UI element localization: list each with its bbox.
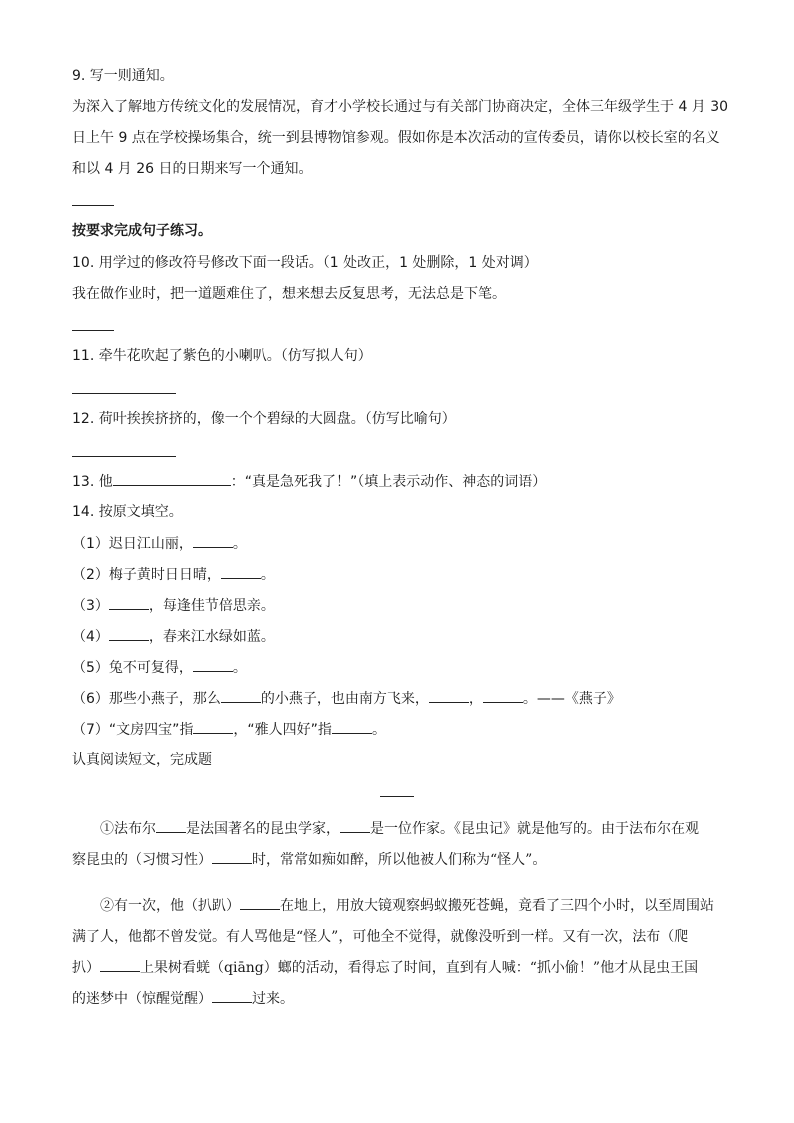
q11-answer-line bbox=[72, 393, 176, 394]
passage-p2-line-4 bbox=[72, 988, 294, 1008]
passage-p2-line-2: 满了人，他都不曾发觉。有人骂他是“怪人”，可他全不觉得，就像没听到一样。又有一次，法布（爬 bbox=[72, 929, 689, 945]
q10-prompt: 10. 用学过的修改符号修改下面一段话。（1 处改正，1 处删除，1 处对调） bbox=[72, 255, 538, 271]
q10-sentence: 我在做作业时，把一道题难住了，想来想去反复思考，无法总是下笔。 bbox=[72, 286, 506, 302]
q9-title: 9. 写一则通知。 bbox=[72, 68, 174, 84]
q14-item-6-text-a: （6）那些小燕子，那么 bbox=[72, 691, 221, 707]
p1-blank-3[interactable] bbox=[212, 851, 252, 864]
q14-item-3-text: （3） bbox=[72, 598, 109, 614]
p1-blank-1[interactable] bbox=[156, 820, 186, 833]
q13-before: 13. 他 bbox=[72, 474, 113, 490]
p2-text-e: 上果树看蜣（qiāng）螂的活动，看得忘了时间，直到有人喊：“抓小偷！”他才从昆虫王国 bbox=[140, 960, 699, 976]
q14-item-2-text: （2）梅子黄时日日晴， bbox=[72, 567, 221, 583]
q14-item-7-blank-2[interactable] bbox=[332, 721, 372, 734]
q14-item-1-end: 。 bbox=[232, 536, 247, 552]
q9-body-line-3: 和以 4 月 26 日的日期来写一个通知。 bbox=[72, 161, 313, 177]
p1-blank-2[interactable] bbox=[340, 820, 370, 833]
q14-item-6-text-b: 的小燕子，也由南方飞来， bbox=[260, 691, 429, 707]
q14-item-5-text: （5）兔不可复得， bbox=[72, 660, 193, 676]
q9-body-line-1: 为深入了解地方传统文化的发展情况，育才小学校长通过与有关部门协商决定，全体三年级学生于 4 月 30 bbox=[72, 99, 729, 115]
q11-prompt: 11. 牵牛花吹起了紫色的小喇叭。（仿写拟人句） bbox=[72, 348, 372, 364]
q14-item-2-blank[interactable] bbox=[221, 566, 261, 579]
p2-blank-3[interactable] bbox=[212, 990, 252, 1003]
q14-item-7-text-a: （7）“文房四宝”指 bbox=[72, 722, 194, 738]
q14-item-6 bbox=[72, 690, 621, 707]
q14-item-7 bbox=[72, 721, 386, 738]
q14-item-1-text: （1）迟日江山丽， bbox=[72, 536, 193, 552]
q13-after: ：“真是急死我了！”（填上表示动作、神态的词语） bbox=[230, 474, 547, 490]
p1-text-d: 察昆虫的（习惯习性） bbox=[72, 852, 212, 868]
q14-item-5-end: 。 bbox=[232, 660, 247, 676]
q9-body-line-2: 日上午 9 点在学校操场集合，统一到县博物馆参观。假如你是本次活动的宣传委员，请你以校长室的名义 bbox=[72, 130, 720, 146]
q14-item-5-blank[interactable] bbox=[193, 659, 233, 672]
q14-item-3-blank[interactable] bbox=[109, 597, 149, 610]
q14-item-4-text: （4） bbox=[72, 629, 109, 645]
q13-prompt bbox=[72, 473, 546, 490]
p1-text-e: 时，常常如痴如醉，所以他被人们称为“怪人”。 bbox=[252, 852, 547, 868]
section-heading: 按要求完成句子练习。 bbox=[72, 223, 212, 239]
q14-item-7-blank-1[interactable] bbox=[193, 721, 233, 734]
passage-p2-line-3 bbox=[72, 957, 698, 977]
q14-item-6-blank-2[interactable] bbox=[429, 690, 469, 703]
q9-answer-line bbox=[72, 205, 114, 206]
q14-item-6-blank-1[interactable] bbox=[221, 690, 261, 703]
reading-intro: 认真阅读短文，完成题 bbox=[72, 752, 212, 768]
q14-item-2-end: 。 bbox=[260, 567, 275, 583]
q14-item-4-end: ，春来江水绿如蓝。 bbox=[148, 629, 275, 645]
p2-text-a: ②有一次，他（扒趴） bbox=[100, 898, 240, 914]
q14-item-7-text-c: 。 bbox=[371, 722, 386, 738]
q14-title: 14. 按原文填空。 bbox=[72, 504, 183, 520]
q14-item-2 bbox=[72, 566, 275, 583]
q10-answer-line bbox=[72, 330, 114, 331]
q14-item-3 bbox=[72, 597, 275, 614]
q12-answer-line bbox=[72, 456, 176, 457]
q14-item-6-text-d: 。——《燕子》 bbox=[522, 691, 621, 707]
p2-text-g: 过来。 bbox=[252, 991, 294, 1007]
passage-p2-line-1 bbox=[100, 895, 714, 915]
reading-title-blank bbox=[380, 796, 414, 797]
p1-text-b: 是法国著名的昆虫学家， bbox=[186, 821, 340, 837]
p2-blank-1[interactable] bbox=[240, 897, 280, 910]
q13-blank[interactable] bbox=[113, 473, 231, 486]
q14-item-6-blank-3[interactable] bbox=[483, 690, 523, 703]
p2-text-d: 扒） bbox=[72, 960, 100, 976]
p1-text-a: ①法布尔 bbox=[100, 821, 156, 837]
q14-item-1-blank[interactable] bbox=[193, 535, 233, 548]
p1-text-c: 是一位作家。《昆虫记》就是他写的。由于法布尔在观 bbox=[370, 821, 699, 837]
q14-item-6-text-c: ， bbox=[468, 691, 483, 707]
q14-item-4 bbox=[72, 628, 275, 645]
q14-item-7-text-b: ，“雅人四好”指 bbox=[233, 722, 332, 738]
p2-text-b: 在地上，用放大镜观察蚂蚁搬死苍蝇，竟看了三四个小时，以至周围站 bbox=[280, 898, 714, 914]
q14-item-3-end: ，每逢佳节倍思亲。 bbox=[148, 598, 275, 614]
passage-p1-line-1 bbox=[100, 818, 699, 838]
q14-item-1 bbox=[72, 535, 247, 552]
reading-passage bbox=[72, 818, 722, 1058]
p2-blank-2[interactable] bbox=[100, 959, 140, 972]
passage-p1-line-2 bbox=[72, 849, 546, 869]
q14-item-4-blank[interactable] bbox=[109, 628, 149, 641]
q14-item-5 bbox=[72, 659, 247, 676]
q12-prompt: 12. 荷叶挨挨挤挤的，像一个个碧绿的大圆盘。（仿写比喻句） bbox=[72, 411, 456, 427]
p2-text-f: 的迷梦中（惊醒觉醒） bbox=[72, 991, 212, 1007]
